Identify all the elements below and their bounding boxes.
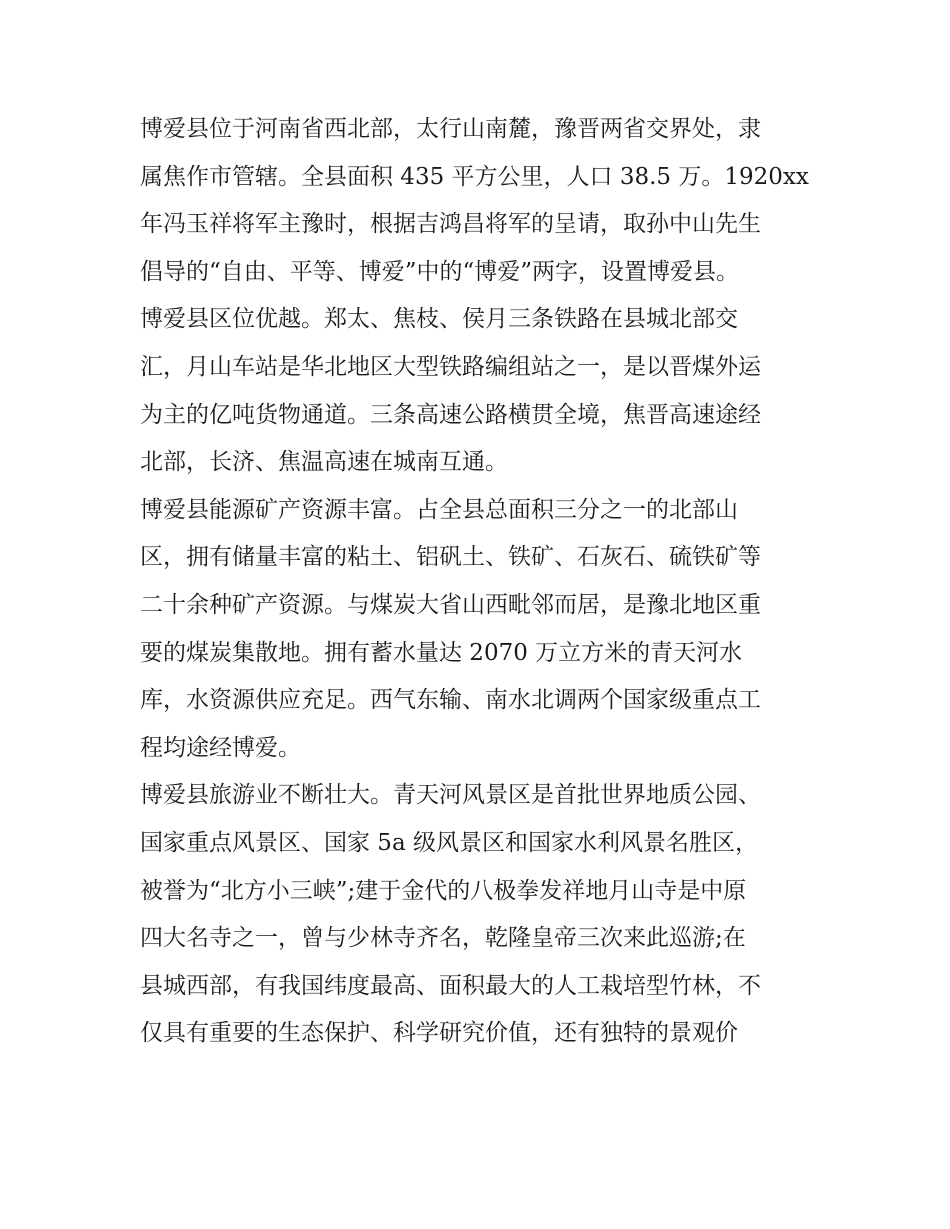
text-line: 博爱县区位优越。郑太、焦枝、侯月三条铁路在县城北部交: [140, 306, 738, 333]
text-line: 仅具有重要的生态保护、科学研究价值，还有独特的景观价: [140, 1020, 738, 1047]
text-line: 县城西部，有我国纬度最高、面积最大的人工栽培型竹林，不: [140, 972, 761, 999]
text-line: 被誉为“北方小三峡”;建于金代的八极拳发祥地月山寺是中原: [140, 877, 747, 904]
text-line: 博爱县旅游业不断壮大。青天河风景区是首批世界地质公园、: [140, 782, 761, 809]
text-line: 程均途经博爱。: [140, 734, 301, 761]
text-line: 汇，月山车站是华北地区大型铁路编组站之一，是以晋煤外运: [140, 353, 761, 380]
text-line: 区，拥有储量丰富的粘土、铝矾土、铁矿、石灰石、硫铁矿等: [140, 544, 761, 571]
text-line: 博爱县位于河南省西北部，太行山南麓，豫晋两省交界处，隶: [140, 116, 761, 142]
text-line: 要的煤炭集散地。拥有蓄水量达 2070 万立方米的青天河水: [140, 639, 743, 666]
text-line: 为主的亿吨货物通道。三条高速公路横贯全境，焦晋高速途经: [140, 401, 761, 428]
text-line: 二十余种矿产资源。与煤炭大省山西毗邻而居，是豫北地区重: [140, 591, 761, 618]
text-line: 倡导的“自由、平等、博爱”中的“博爱”两字，设置博爱县。: [140, 258, 740, 285]
text-line: 北部，长济、焦温高速在城南互通。: [140, 449, 508, 476]
text-line: 四大名寺之一，曾与少林寺齐名，乾隆皇帝三次来此巡游;在: [140, 925, 746, 952]
text-line: 博爱县能源矿产资源丰富。占全县总面积三分之一的北部山: [140, 496, 738, 523]
text-line: 库，水资源供应充足。西气东输、南水北调两个国家级重点工: [140, 687, 761, 714]
text-line: 国家重点风景区、国家 5a 级风景区和国家水利风景名胜区，: [140, 829, 758, 856]
text-line: 属焦作市管辖。全县面积 435 平方公里，人口 38.5 万。1920xx: [140, 163, 809, 190]
body-text: [140, 106, 820, 1058]
text-line: 年冯玉祥将军主豫时，根据吉鸿昌将军的呈请，取孙中山先生: [140, 211, 761, 238]
